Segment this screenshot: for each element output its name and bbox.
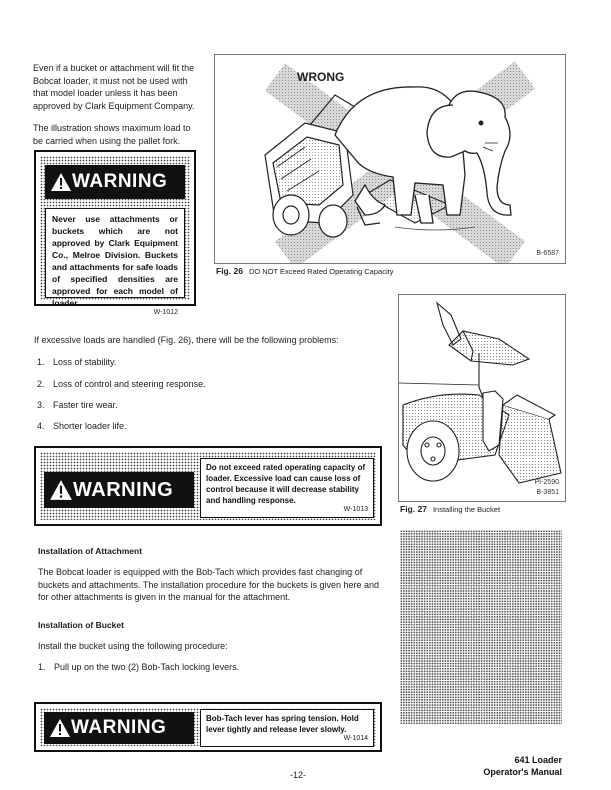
list-item-text: Loss of control and steering response.: [53, 379, 206, 389]
warning-badge-1: [45, 165, 185, 199]
installation-attachment-heading: Installation of Attachment: [38, 546, 143, 556]
intro-paragraph-2: The illustration shows maximum load to be carried when using the pallet fork.: [33, 123, 191, 146]
warning-box-2: [34, 446, 382, 526]
figure-27: [398, 294, 566, 502]
figure-27-caption: [400, 504, 500, 514]
installation-bucket-heading: Installation of Bucket: [38, 620, 124, 630]
figure-26-caption-text: DO NOT Exceed Rated Operating Capacity: [248, 267, 394, 276]
list-item-text: Shorter loader life.: [53, 421, 127, 431]
list-item: [37, 421, 127, 431]
list-item: [37, 357, 116, 367]
warning-text-2: Do not exceed rated operating capacity of loader. Excessive load can cause loss of control because it will decrease stability and handling response.: [206, 463, 366, 505]
warning-triangle-icon: [50, 172, 72, 192]
elephant-loader-illustration: [215, 55, 565, 263]
warning-code-2: W-1013: [343, 506, 368, 513]
warning-label-2: WARNING: [73, 478, 174, 501]
manual-title-line-2: Operator's Manual: [483, 767, 562, 777]
figure-26-wrong-label: WRONG: [297, 70, 345, 84]
bucket-installation-illustration: [399, 295, 565, 501]
list-item: [37, 400, 118, 410]
list-item-number: 1.: [38, 662, 46, 672]
figure-27-ref-1: PI-2590: [534, 479, 559, 486]
figure-27-caption-number: Fig. 27: [400, 504, 427, 514]
warning-triangle-icon: [49, 479, 73, 501]
stipple-panel: [400, 530, 562, 725]
warning-triangle-icon: [49, 718, 71, 738]
warning-label-1: WARNING: [72, 171, 168, 192]
intro-text: [33, 62, 203, 157]
problems-intro: If excessive loads are handled (Fig. 26), there will be the following problems:: [34, 335, 339, 345]
list-item: [38, 662, 239, 672]
warning-text-1: Never use attachments or buckets which are not approved by Clark Equipment Co., Melroe Division. Buckets and attachments for safe loads of specified densities are approved for each model of loader.: [52, 214, 178, 308]
installation-bucket-intro: Install the bucket using the following procedure:: [38, 641, 228, 651]
warning-code-3: W-1014: [343, 735, 368, 742]
list-item-number: 4.: [37, 421, 45, 431]
intro-paragraph-1: Even if a bucket or attachment will fit the Bobcat loader, it must not be used with that model loader unless it has been approved by Clark Equipment Company.: [33, 63, 195, 111]
warning-badge-3: [44, 712, 194, 744]
manual-title-line-1: 641 Loader: [514, 755, 562, 765]
installation-attachment-text: The Bobcat loader is equipped with the Bob-Tach which provides fast changing of buckets and attachments. The installation procedure for the buckets is given here and for other attachments is given in the manual for the attachment.: [38, 567, 380, 602]
warning-box-3: [34, 702, 382, 752]
list-item: [37, 379, 206, 389]
warning-box-1: [34, 150, 196, 316]
warning-code-1: W-1012: [153, 309, 178, 316]
figure-26: [214, 54, 566, 264]
warning-badge-2: [44, 472, 194, 508]
figure-26-caption-number: Fig. 26: [216, 266, 243, 276]
elephant-drawing: [335, 87, 511, 225]
list-item-text: Faster tire wear.: [53, 400, 118, 410]
list-item-number: 2.: [37, 379, 45, 389]
page-number: -12-: [290, 770, 307, 780]
manual-title: [470, 754, 562, 778]
list-item-number: 1.: [37, 357, 45, 367]
list-item-text: Pull up on the two (2) Bob-Tach locking levers.: [54, 662, 240, 672]
warning-label-3: WARNING: [71, 717, 167, 738]
figure-26-ref: B-6587: [536, 250, 559, 257]
figure-26-caption: [216, 266, 393, 276]
figure-27-ref-2: B-3851: [536, 489, 559, 496]
list-item-text: Loss of stability.: [53, 357, 117, 367]
warning-text-3: Bob-Tach lever has spring tension. Hold lever tightly and release lever slowly.: [206, 714, 359, 734]
figure-27-caption-text: Installing the Bucket: [432, 505, 501, 514]
list-item-number: 3.: [37, 400, 45, 410]
